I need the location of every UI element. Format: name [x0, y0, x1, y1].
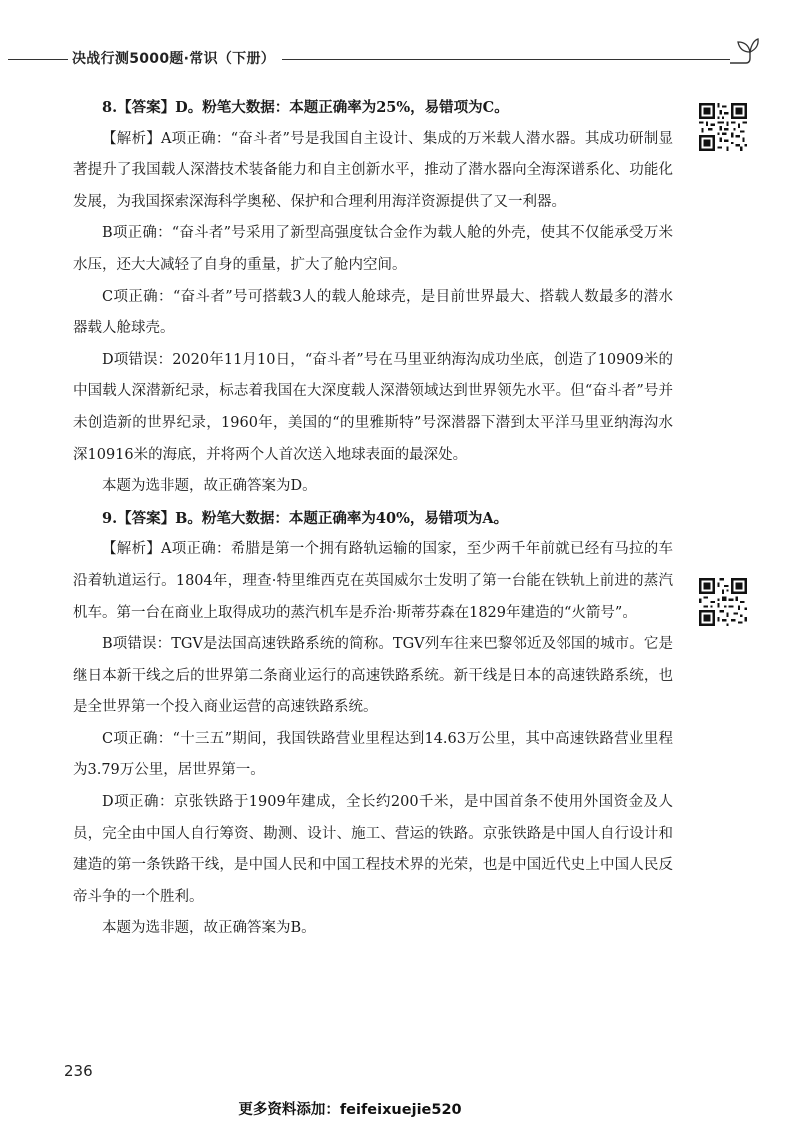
option-b-paragraph: B项正确：“奋斗者”号采用了新型高强度钛合金作为载人舱的外壳，使其不仅能承受万米水压，还大大减轻了自身的重量，扩大了舱内空间。: [73, 225, 673, 273]
sprout-icon: [728, 36, 760, 70]
answer-heading-q8: 8.【答案】D。粉笔大数据：本题正确率为25%，易错项为C。: [102, 99, 509, 116]
header-rule-left: [8, 59, 68, 60]
option-d-paragraph: D项错误：2020年11月10日，“奋斗者”号在马里亚纳海沟成功坐底，创造了10909米的中国载人深潜新纪录，标志着我国在大深度载人深潜领域达到世界领先水平。但“奋斗者”号并未创造新的世界纪录，1960年，美国的“的里雅斯特”号深潜器下潜到太平洋马里亚纳海沟水深10916米的海底，并将两个人首次送入地球表面的最深处。: [73, 351, 673, 463]
option-c-paragraph: C项正确：“奋斗者”号可搭载3人的载人舱球壳，是目前世界最大、搭载人数最多的潜水器载人舱球壳。: [73, 288, 673, 337]
analysis-paragraph: 【解析】A项正确：希腊是第一个拥有路轨运输的国家，至少两千年前就已经有马拉的车沿着轨道运行。1804年，理查·特里维西克在英国威尔士发明了第一台能在铁轨上前进的蒸汽机车。第一台在商业上取得成功的蒸汽机车是乔治·斯蒂芬森在1829年建造的“火箭号”。: [73, 541, 673, 621]
conclusion-paragraph: 本题为选非题，故正确答案为B。: [102, 920, 316, 937]
answer-heading-q9: 9.【答案】B。粉笔大数据：本题正确率为40%，易错项为A。: [102, 509, 509, 527]
header-title: 决战行测5000题·常识（下册）: [72, 51, 276, 67]
option-b-paragraph: B项错误：TGV是法国高速铁路系统的简称。TGV列车往来巴黎邻近及邻国的城市。它是继日本新干线之后的世界第二条商业运行的高速铁路系统。新干线是日本的高速铁路系统，也是全世界第一个投入商业运营的高速铁路系统。: [73, 636, 673, 716]
conclusion-paragraph: 本题为选非题，故正确答案为D。: [102, 478, 317, 495]
header-rule-right: [282, 59, 730, 60]
qr-code-icon: [699, 103, 747, 151]
page-number: 236: [64, 1062, 93, 1080]
footer-note: 更多资料添加：feifeixuejie520: [238, 1102, 462, 1118]
running-header: [0, 46, 800, 70]
analysis-paragraph: 【解析】A项正确：“奋斗者”号是我国自主设计、集成的万米载人潜水器。其成功研制显著提升了我国载人深潜技术装备能力和自主创新水平，推动了潜水器向全海深谱系化、功能化发展，为我国探索深海科学奥秘、保护和合理利用海洋资源提供了又一利器。: [73, 130, 673, 210]
option-c-paragraph: C项正确：“十三五”期间，我国铁路营业里程达到14.63万公里，其中高速铁路营业里程为3.79万公里，居世界第一。: [73, 730, 673, 779]
option-d-paragraph: D项正确：京张铁路于1909年建成，全长约200千米，是中国首条不使用外国资金及人员，完全由中国人自行筹资、勘测、设计、施工、营运的铁路。京张铁路是中国人自行设计和建造的第一条铁路干线，是中国人民和中国工程技术界的光荣，也是中国近代史上中国人民反帝斗争的一个胜利。: [73, 794, 673, 905]
qr-code-icon: [699, 578, 747, 626]
answer-explanations: [73, 92, 673, 945]
